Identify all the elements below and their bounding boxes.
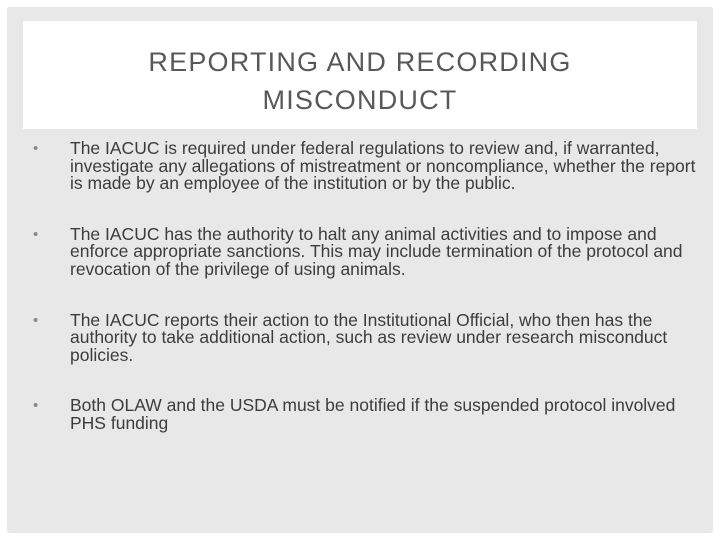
bullet-text: The IACUC is required under federal regulations to review and, if warranted, investigate any allegations of mistreatment or noncompliance, whether the report is made by an employee of the institution or by the public.	[70, 138, 696, 194]
slide	[7, 7, 713, 533]
bullet-icon: •	[33, 311, 39, 329]
bullet-text: The IACUC reports their action to the Institutional Official, who then has the authority to take additional action, such as review under research misconduct policies.	[70, 309, 668, 365]
bullet-item	[33, 397, 697, 432]
bullet-list	[33, 140, 697, 433]
bullet-item	[33, 140, 697, 193]
bullet-item	[33, 309, 697, 365]
bullet-text: Both OLAW and the USDA must be notified if the suspended protocol involved PHS funding	[70, 395, 676, 433]
title-box	[23, 21, 697, 129]
bullet-item	[33, 223, 697, 279]
slide-title-line-2: MISCONDUCT	[262, 85, 458, 115]
bullet-icon: •	[33, 140, 39, 157]
slide-title-line-1: REPORTING AND RECORDING	[148, 47, 572, 77]
bullet-icon: •	[33, 225, 39, 243]
bullet-icon: •	[33, 397, 39, 415]
bullet-text: The IACUC has the authority to halt any animal activities and to impose and enforce appropriate sanctions. This may include termination of the protocol and revocation of the privilege of using animals.	[70, 223, 683, 279]
